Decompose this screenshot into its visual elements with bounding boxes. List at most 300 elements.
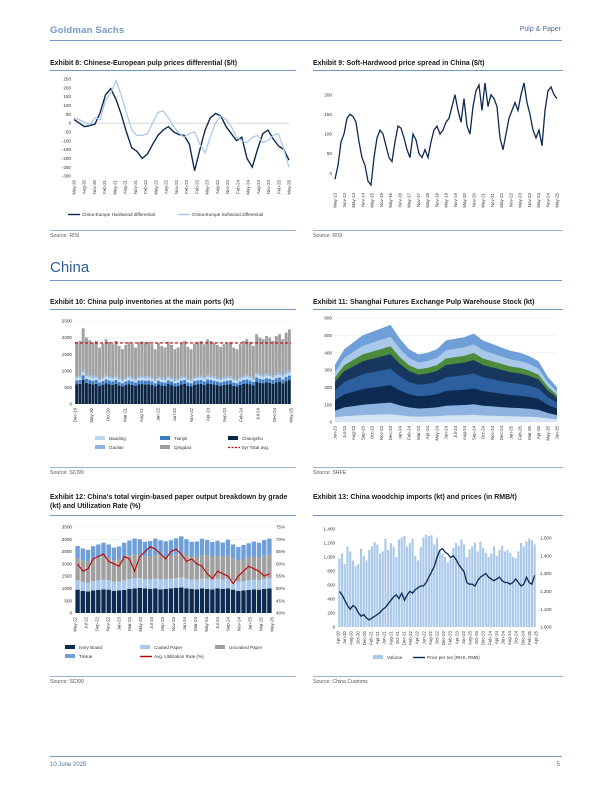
x-tick-label: Nov-22 bbox=[105, 617, 111, 632]
x-tick-label: Nov-24 bbox=[266, 180, 272, 195]
bar-tissue bbox=[127, 541, 131, 556]
section-rule bbox=[50, 280, 562, 281]
bar-qingdao bbox=[288, 329, 291, 370]
x-tick-label: Nov-23 bbox=[378, 426, 384, 441]
bar-gaolan bbox=[258, 374, 261, 376]
bar-tissue bbox=[226, 540, 230, 555]
y2-tick-label: 1,100 bbox=[540, 606, 552, 612]
x-tick-label: Apr-24 bbox=[493, 631, 499, 645]
x-tick-label: Jul-23 bbox=[341, 426, 347, 438]
x-tick-label: May-24 bbox=[536, 193, 541, 208]
x-tick-label: Mar-24 bbox=[415, 426, 421, 440]
bar-changshu bbox=[154, 386, 157, 404]
bar-tissue bbox=[132, 539, 136, 555]
bar-volume bbox=[395, 557, 397, 627]
bar-volume bbox=[493, 547, 495, 628]
x-tick-label: Nov-20 bbox=[471, 193, 477, 208]
x-tick-label: Apr-25 bbox=[533, 631, 539, 645]
x-tick-label: Aug-23 bbox=[214, 180, 220, 195]
bar-qingdao bbox=[186, 347, 189, 378]
x-tick-label: Feb-21 bbox=[102, 180, 108, 194]
bar-volume bbox=[468, 549, 470, 627]
bar-volume bbox=[455, 543, 457, 627]
bar-volume bbox=[412, 539, 414, 627]
bar-volume bbox=[534, 544, 536, 627]
bar-gaolan bbox=[98, 379, 101, 381]
bar-qingdao bbox=[150, 344, 153, 377]
x-tick-label: Sep-23 bbox=[160, 617, 166, 632]
bar-qingdao bbox=[216, 345, 219, 378]
bar-volume bbox=[344, 564, 346, 627]
bar-coated-paper bbox=[252, 580, 256, 590]
bar-gaolan bbox=[196, 376, 199, 378]
bar-gaolan bbox=[193, 377, 196, 379]
bar-qingdao bbox=[278, 334, 281, 372]
bar-volume bbox=[349, 551, 351, 627]
x-tick-label: Jun-20 bbox=[342, 631, 348, 645]
bar-volume bbox=[450, 558, 452, 627]
bar-changshu bbox=[255, 382, 258, 404]
bar-changshu bbox=[249, 384, 252, 404]
legend-baoding-swatch bbox=[95, 436, 105, 440]
bar-qingdao bbox=[285, 333, 288, 372]
bar-tissue bbox=[267, 539, 271, 555]
exhibit-8-rule bbox=[50, 70, 296, 71]
x-tick-label: May-25 bbox=[288, 408, 294, 423]
bar-ivory-board bbox=[189, 589, 193, 613]
bar-changshu bbox=[190, 386, 193, 404]
bar-tianjin bbox=[278, 378, 281, 382]
bar-baoding bbox=[121, 381, 124, 383]
y-tick-label: 400 bbox=[327, 596, 335, 602]
bar-volume bbox=[525, 542, 527, 627]
bar-ivory-board bbox=[169, 588, 173, 613]
bar-qingdao bbox=[265, 336, 268, 373]
bar-changshu bbox=[137, 384, 140, 404]
x-tick-label: Feb-25 bbox=[517, 426, 523, 440]
bar-tissue bbox=[221, 542, 225, 556]
bar-uncoated-paper bbox=[231, 558, 235, 580]
bar-changshu bbox=[239, 385, 242, 404]
bar-gaolan bbox=[85, 374, 88, 376]
bar-coated-paper bbox=[246, 580, 250, 590]
bar-baoding bbox=[131, 379, 134, 381]
x-tick-label: Oct-24 bbox=[513, 631, 519, 645]
bar-tianjin bbox=[177, 383, 180, 386]
bar-qingdao bbox=[164, 348, 167, 379]
footer-rule bbox=[50, 756, 562, 757]
bar-tianjin bbox=[190, 383, 193, 386]
y2-tick-label: 45% bbox=[276, 598, 286, 604]
exhibit-13-source-rule bbox=[313, 676, 563, 677]
exhibit-12-title: Exhibit 12: China's total virgin-based paper output breakdown by grade (kt) and Utilization Rate (%) bbox=[50, 494, 288, 510]
y2-tick-label: 1,400 bbox=[540, 553, 552, 559]
y2-tick-label: 60% bbox=[276, 561, 286, 567]
bar-coated-paper bbox=[132, 578, 136, 588]
bar-baoding bbox=[108, 378, 111, 380]
x-tick-label: May-24 bbox=[245, 180, 251, 195]
y2-tick-label: 50% bbox=[276, 586, 286, 592]
bar-qingdao bbox=[272, 341, 275, 376]
bar-coated-paper bbox=[75, 580, 79, 589]
x-tick-label: May-17 bbox=[406, 193, 412, 208]
bar-gaolan bbox=[278, 373, 281, 375]
x-tick-label: Nov-15 bbox=[378, 193, 384, 208]
bar-qingdao bbox=[242, 341, 245, 376]
bar-qingdao bbox=[173, 349, 176, 379]
x-tick-label: Jan-25 bbox=[247, 617, 253, 631]
x-tick-label: Apr-22 bbox=[414, 631, 420, 645]
bar-gaolan bbox=[200, 376, 203, 378]
y2-tick-label: 1,500 bbox=[540, 535, 552, 541]
y2-tick-label: 70% bbox=[276, 536, 286, 542]
bar-changshu bbox=[272, 384, 275, 404]
bar-volume bbox=[357, 564, 359, 627]
legend-utilization-label: Avg. Utilization Rate (%) bbox=[154, 654, 204, 659]
x-tick-label: Jul-24 bbox=[255, 408, 261, 420]
bar-gaolan bbox=[268, 374, 271, 376]
bar-coated-paper bbox=[221, 580, 225, 589]
bar-tissue bbox=[117, 546, 121, 559]
bar-gaolan bbox=[134, 379, 137, 381]
exhibit-10-rule bbox=[50, 309, 296, 310]
bar-tianjin bbox=[131, 381, 134, 385]
bar-volume bbox=[422, 537, 424, 627]
x-tick-label: Jan-23 bbox=[116, 617, 122, 631]
bar-qingdao bbox=[209, 341, 212, 376]
bar-gaolan bbox=[118, 378, 121, 380]
bar-coated-paper bbox=[96, 580, 100, 590]
x-tick-label: Nov-22 bbox=[173, 180, 179, 195]
legend-qingdao-label: Qingdao bbox=[174, 445, 192, 450]
bar-uncoated-paper bbox=[169, 556, 173, 579]
y-tick-label: 150 bbox=[324, 111, 332, 117]
bar-changshu bbox=[147, 384, 150, 404]
bar-qingdao bbox=[147, 342, 150, 376]
bar-changshu bbox=[285, 381, 288, 404]
y-tick-label: 300 bbox=[324, 367, 332, 373]
bar-coated-paper bbox=[107, 580, 111, 589]
bar-changshu bbox=[134, 386, 137, 404]
bar-tianjin bbox=[141, 380, 144, 384]
bar-ivory-board bbox=[158, 589, 162, 613]
bar-volume bbox=[477, 551, 479, 627]
bar-baoding bbox=[255, 375, 258, 378]
bar-coated-paper bbox=[91, 581, 95, 590]
x-tick-label: Dec-21 bbox=[401, 631, 407, 646]
bar-qingdao bbox=[196, 342, 199, 376]
bar-gaolan bbox=[203, 377, 206, 379]
bar-tissue bbox=[210, 542, 214, 556]
bar-ivory-board bbox=[127, 589, 131, 613]
bar-volume bbox=[379, 554, 381, 628]
y-tick-label: 50 bbox=[326, 151, 332, 157]
bar-tianjin bbox=[88, 380, 91, 384]
bar-tianjin bbox=[200, 380, 203, 384]
bar-ivory-board bbox=[164, 589, 168, 613]
bar-baoding bbox=[249, 378, 252, 380]
x-tick-label: Nov-24 bbox=[489, 426, 495, 441]
bar-gaolan bbox=[239, 377, 242, 379]
legend-softwood-label: China-Europe Softwood differential bbox=[192, 212, 264, 217]
bar-tianjin bbox=[203, 381, 206, 385]
x-tick-label: Nov-20 bbox=[91, 180, 97, 195]
bar-qingdao bbox=[222, 344, 225, 377]
bar-gaolan bbox=[157, 376, 160, 378]
bar-gaolan bbox=[170, 377, 173, 379]
bar-gaolan bbox=[92, 376, 95, 378]
bar-qingdao bbox=[82, 328, 85, 370]
bar-changshu bbox=[75, 384, 78, 404]
y-tick-label: -300 bbox=[61, 173, 71, 179]
x-tick-label: Jan-25 bbox=[508, 426, 514, 440]
bar-gaolan bbox=[111, 377, 114, 379]
bar-qingdao bbox=[262, 339, 265, 375]
bar-tianjin bbox=[186, 382, 189, 385]
bar-tianjin bbox=[108, 380, 111, 384]
x-tick-label: Jun-23 bbox=[460, 631, 466, 645]
bar-uncoated-paper bbox=[158, 556, 162, 580]
bar-tianjin bbox=[288, 376, 291, 380]
bar-ivory-board bbox=[195, 589, 199, 613]
x-tick-label: Oct-23 bbox=[369, 426, 375, 440]
bar-ivory-board bbox=[231, 590, 235, 613]
bar-tianjin bbox=[252, 382, 255, 385]
bar-baoding bbox=[242, 378, 245, 381]
x-tick-label: Nov-24 bbox=[236, 617, 242, 632]
bar-changshu bbox=[141, 384, 144, 404]
bar-baoding bbox=[144, 378, 147, 380]
bar-baoding bbox=[245, 377, 248, 380]
bar-changshu bbox=[108, 384, 111, 404]
x-tick-label: Dec-23 bbox=[480, 631, 486, 646]
x-tick-label: May-25 bbox=[545, 426, 551, 441]
bar-gaolan bbox=[124, 377, 127, 379]
bar-volume bbox=[487, 557, 489, 627]
x-tick-label: May-22 bbox=[72, 617, 78, 632]
bar-tianjin bbox=[268, 379, 271, 383]
y-tick-label: 1000 bbox=[61, 368, 72, 374]
bar-gaolan bbox=[285, 372, 288, 374]
bar-uncoated-paper bbox=[174, 554, 178, 578]
x-tick-label: Apr-25 bbox=[536, 426, 541, 440]
bar-uncoated-paper bbox=[75, 558, 79, 580]
bar-qingdao bbox=[105, 339, 108, 375]
bar-baoding bbox=[141, 378, 144, 380]
exhibit-12-rule bbox=[50, 515, 296, 516]
bar-coated-paper bbox=[257, 580, 261, 590]
bar-tianjin bbox=[272, 380, 275, 384]
bar-coated-paper bbox=[262, 579, 266, 589]
bar-changshu bbox=[131, 385, 134, 404]
bar-ivory-board bbox=[86, 591, 90, 613]
x-tick-label: Jan-24 bbox=[397, 426, 403, 440]
x-tick-label: May-15 bbox=[369, 193, 375, 208]
bar-changshu bbox=[78, 384, 81, 404]
bar-changshu bbox=[222, 385, 225, 404]
exhibit-10-title: Exhibit 10: China pulp inventories at the main ports (kt) bbox=[50, 299, 234, 306]
bar-coated-paper bbox=[236, 582, 240, 591]
x-tick-label: Jun-22 bbox=[172, 408, 178, 422]
bar-gaolan bbox=[147, 376, 150, 378]
x-tick-label: Dec-24 bbox=[271, 408, 277, 423]
x-tick-label: Jul-24 bbox=[214, 617, 220, 629]
bar-coated-paper bbox=[267, 578, 271, 588]
x-tick-label: Aug-21 bbox=[138, 408, 144, 423]
bar-tianjin bbox=[137, 381, 140, 385]
bar-gaolan bbox=[137, 376, 140, 378]
bar-tianjin bbox=[144, 381, 147, 385]
bar-gaolan bbox=[128, 376, 131, 378]
x-tick-label: Sep-24 bbox=[225, 617, 231, 632]
bar-gaolan bbox=[219, 378, 222, 380]
bar-volume bbox=[341, 554, 343, 628]
bar-tianjin bbox=[262, 379, 265, 383]
bar-tianjin bbox=[216, 382, 219, 386]
bar-coated-paper bbox=[169, 579, 173, 589]
bar-ivory-board bbox=[179, 587, 183, 613]
bar-qingdao bbox=[108, 342, 111, 376]
bar-coated-paper bbox=[112, 582, 116, 591]
bar-qingdao bbox=[245, 339, 248, 375]
y-tick-label: 500 bbox=[64, 598, 72, 604]
exhibit-8-source-rule bbox=[50, 230, 296, 231]
x-tick-label: May-23 bbox=[138, 617, 144, 632]
bar-tissue bbox=[236, 547, 240, 560]
bar-qingdao bbox=[193, 344, 196, 377]
bar-volume bbox=[485, 553, 487, 627]
bar-volume bbox=[479, 542, 481, 627]
bar-baoding bbox=[232, 380, 235, 382]
bar-baoding bbox=[114, 378, 117, 381]
x-tick-label: Feb-23 bbox=[184, 180, 190, 194]
x-tick-label: Jun-23 bbox=[332, 426, 338, 440]
bar-volume bbox=[384, 539, 386, 627]
bar-changshu bbox=[114, 384, 117, 404]
bar-tissue bbox=[241, 545, 245, 559]
bar-changshu bbox=[245, 383, 248, 404]
bar-qingdao bbox=[124, 345, 127, 378]
bar-volume bbox=[506, 550, 508, 627]
y-tick-label: 250 bbox=[63, 76, 71, 82]
bar-changshu bbox=[200, 384, 203, 404]
bar-changshu bbox=[173, 386, 176, 404]
bar-volume bbox=[512, 557, 514, 627]
bar-gaolan bbox=[226, 376, 229, 378]
bar-volume bbox=[431, 535, 433, 627]
bar-qingdao bbox=[249, 342, 252, 376]
y-tick-label: 800 bbox=[327, 568, 335, 574]
header-rule bbox=[50, 40, 562, 41]
bar-tianjin bbox=[105, 379, 108, 383]
legend-ivory-board-label: Ivory Board bbox=[79, 645, 103, 650]
bar-qingdao bbox=[78, 341, 81, 376]
bar-tianjin bbox=[95, 380, 98, 384]
bar-changshu bbox=[82, 380, 85, 404]
bar-tissue bbox=[246, 543, 250, 557]
bar-uncoated-paper bbox=[215, 556, 219, 579]
bar-changshu bbox=[252, 385, 255, 404]
bar-volume bbox=[452, 548, 454, 627]
bar-baoding bbox=[213, 378, 216, 380]
bar-baoding bbox=[206, 377, 209, 380]
bar-baoding bbox=[186, 380, 189, 382]
bar-baoding bbox=[98, 380, 101, 382]
bar-volume bbox=[374, 542, 376, 627]
y-tick-label: -100 bbox=[61, 138, 71, 144]
bar-coated-paper bbox=[205, 579, 209, 589]
bar-baoding bbox=[101, 379, 104, 381]
bar-tianjin bbox=[183, 380, 186, 384]
bar-gaolan bbox=[88, 375, 91, 377]
bar-tissue bbox=[75, 546, 79, 558]
bar-baoding bbox=[200, 378, 203, 381]
bar-tianjin bbox=[98, 383, 101, 386]
bar-volume bbox=[403, 536, 405, 627]
x-tick-label: Nov-17 bbox=[415, 193, 421, 208]
bar-baoding bbox=[137, 378, 140, 380]
bar-ivory-board bbox=[138, 588, 142, 613]
exhibit-13-chart bbox=[313, 519, 563, 669]
bar-baoding bbox=[252, 380, 255, 382]
bar-gaolan bbox=[75, 376, 78, 378]
bar-baoding bbox=[128, 378, 131, 380]
bar-ivory-board bbox=[107, 590, 111, 613]
bar-volume bbox=[387, 550, 389, 627]
bar-baoding bbox=[183, 378, 186, 381]
bar-ivory-board bbox=[174, 588, 178, 613]
y-tick-label: -150 bbox=[61, 147, 71, 153]
bar-uncoated-paper bbox=[221, 557, 225, 580]
y-tick-label: 1000 bbox=[61, 586, 72, 592]
bar-gaolan bbox=[262, 375, 265, 377]
x-tick-label: Oct-24 bbox=[480, 426, 486, 440]
x-tick-label: Sep-23 bbox=[360, 426, 366, 441]
legend-qingdao-swatch bbox=[160, 445, 170, 449]
y-tick-label: 0 bbox=[332, 624, 335, 630]
bar-baoding bbox=[154, 381, 157, 383]
bar-qingdao bbox=[275, 336, 278, 373]
y-tick-label: 1500 bbox=[61, 351, 72, 357]
bar-ivory-board bbox=[246, 590, 250, 613]
bar-changshu bbox=[92, 384, 95, 404]
bar-ivory-board bbox=[257, 590, 261, 613]
bar-gaolan bbox=[249, 376, 252, 378]
bar-changshu bbox=[160, 385, 163, 404]
bar-tianjin bbox=[147, 380, 150, 384]
bar-gaolan bbox=[144, 376, 147, 378]
bar-changshu bbox=[85, 383, 88, 404]
y-tick-label: 100 bbox=[324, 402, 332, 408]
exhibit-8-source: Source: RISI bbox=[50, 233, 80, 239]
y-tick-label: 50 bbox=[65, 111, 71, 117]
x-tick-label: Aug-24 bbox=[462, 426, 467, 441]
bar-qingdao bbox=[118, 346, 121, 378]
x-tick-label: Aug-24 bbox=[255, 180, 261, 195]
bar-baoding bbox=[150, 379, 153, 381]
bar-changshu bbox=[150, 385, 153, 404]
bar-changshu bbox=[216, 385, 219, 404]
bar-changshu bbox=[111, 385, 114, 404]
y-tick-label: 200 bbox=[327, 610, 335, 616]
bar-baoding bbox=[222, 379, 225, 381]
x-tick-label: Jul-23 bbox=[149, 617, 155, 629]
x-tick-label: Feb-23 bbox=[447, 631, 453, 645]
bar-tianjin bbox=[121, 383, 124, 386]
bar-baoding bbox=[265, 375, 268, 378]
bar-qingdao bbox=[141, 342, 144, 376]
bar-baoding bbox=[167, 378, 170, 380]
